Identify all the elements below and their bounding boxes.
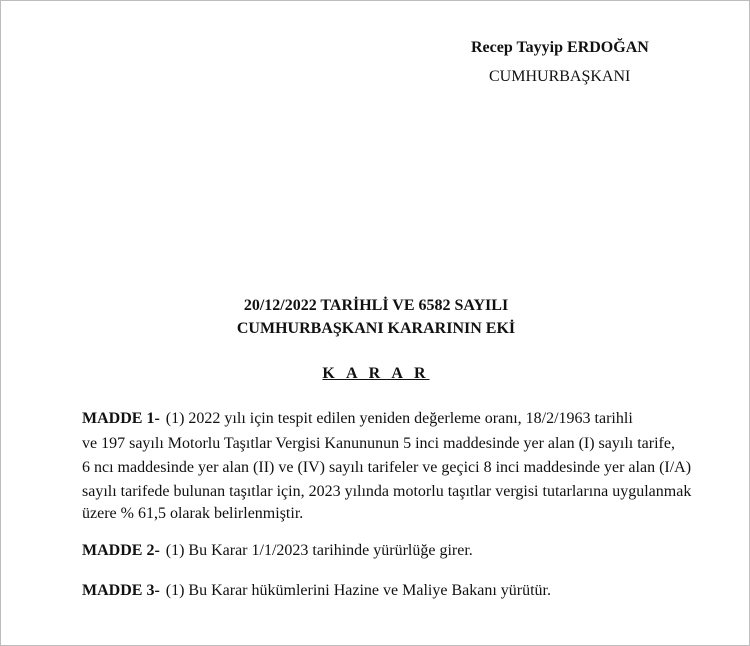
article-3-label: MADDE 3- <box>82 582 160 599</box>
document-heading-line-1: 20/12/2022 TARİHLİ VE 6582 SAYILI <box>243 297 509 314</box>
article-1-line-4: sayılı tarifede bulunan taşıtlar için, 2023 yılında motorlu taşıtlar vergisi tutarlarına uygulanmak <box>82 483 692 500</box>
article-1-text-line-1: (1) 2022 yılı için tespit edilen yeniden değerleme oranı, 18/2/1963 tarihli <box>165 410 633 427</box>
article-2 <box>82 542 473 560</box>
article-2-label: MADDE 2- <box>82 542 160 559</box>
article-1-line-2: ve 197 sayılı Motorlu Taşıtlar Vergisi Kanununun 5 inci maddesinde yer alan (I) sayılı tarife, <box>82 435 675 452</box>
karar-title: K A R A R <box>322 365 430 382</box>
article-1-label: MADDE 1- <box>82 410 160 427</box>
signatory-name: Recep Tayyip ERDOĞAN <box>471 39 649 56</box>
article-3-text: (1) Bu Karar hükümlerini Hazine ve Maliye Bakanı yürütür. <box>165 582 551 599</box>
article-1-line-1 <box>82 410 633 428</box>
signatory-title: CUMHURBAŞKANI <box>489 68 631 85</box>
article-1-line-3: 6 ncı maddesinde yer alan (II) ve (IV) sayılı tarifeler ve geçici 8 inci maddesinde yer alan (I/A) <box>82 459 692 476</box>
article-3 <box>82 582 551 600</box>
document-heading-line-2: CUMHURBAŞKANI KARARININ EKİ <box>236 320 516 337</box>
article-1-line-5: üzere % 61,5 olarak belirlenmiştir. <box>82 505 304 522</box>
article-2-text: (1) Bu Karar 1/1/2023 tarihinde yürürlüğe girer. <box>165 542 473 559</box>
